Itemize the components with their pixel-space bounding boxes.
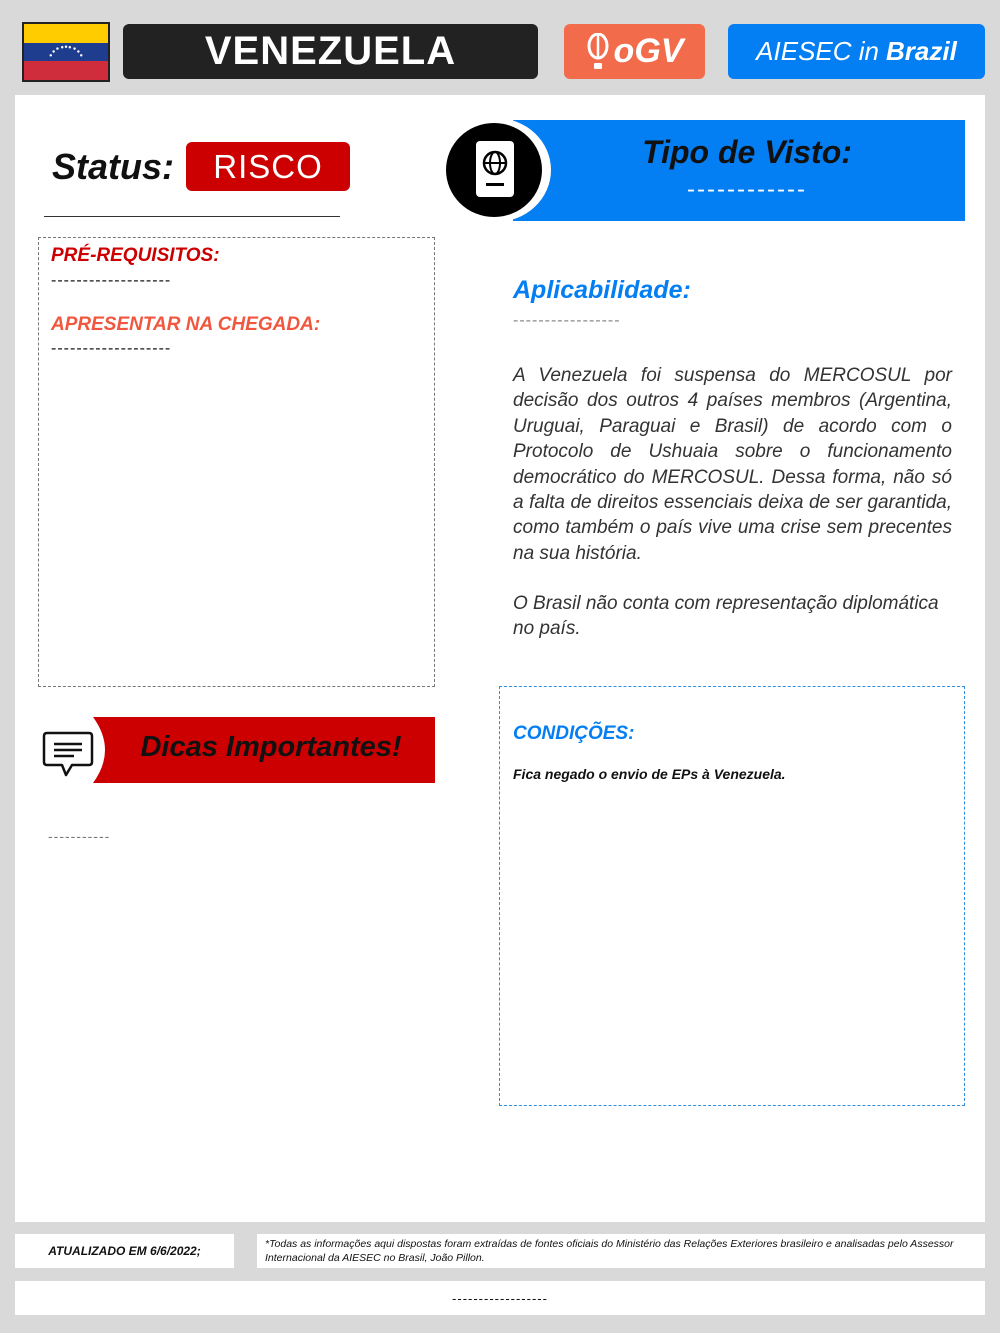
aiesec-prefix: AIESEC in bbox=[756, 36, 879, 66]
status-badge: RISCO bbox=[186, 142, 350, 191]
aiesec-brazil-badge bbox=[728, 24, 985, 79]
arrival-title: APRESENTAR NA CHEGADA: bbox=[51, 314, 321, 335]
conditions-box bbox=[499, 686, 965, 1106]
flag-stars-icon bbox=[24, 42, 108, 61]
ogv-badge bbox=[564, 24, 705, 79]
applicability-value: ----------------- bbox=[513, 312, 621, 329]
source-note: *Todas as informações aqui dispostas foram extraídas de fontes oficiais do Ministério das Relações Exteriores brasileiro e analisadas pelo Assessor Internacional da AIESEC no Brasil, João Pillon. bbox=[257, 1234, 985, 1268]
country-title: VENEZUELA bbox=[123, 24, 538, 79]
passport-icon bbox=[446, 123, 542, 217]
status-label: Status: bbox=[52, 146, 175, 187]
conditions-title: CONDIÇÕES: bbox=[513, 723, 635, 744]
arrival-value: ------------------- bbox=[51, 340, 172, 357]
visa-value: ------------ bbox=[687, 176, 807, 203]
prerequisites-title: PRÉ-REQUISITOS: bbox=[51, 245, 220, 266]
balloon-icon bbox=[586, 33, 610, 71]
ogv-label: oGV bbox=[613, 32, 684, 70]
conditions-text: Fica negado o envio de EPs à Venezuela. bbox=[513, 766, 786, 782]
applicability-title: Aplicabilidade: bbox=[513, 276, 691, 304]
prerequisites-box bbox=[38, 237, 435, 687]
chat-icon bbox=[42, 729, 94, 779]
applicability-paragraph-1: A Venezuela foi suspensa do MERCOSUL por decisão dos outros 4 países membros (Argentina, Uruguai, Paraguai e Brasil) de acordo com o Protocolo de Ushuaia sobre o funcionamento democrático do MERCOSUL. Dessa forma, não só a falta de direitos essenciais deixa de ser garantida, como também o país vive uma crise sem precentes na sua história. bbox=[513, 365, 952, 564]
visa-title: Tipo de Visto: bbox=[642, 134, 852, 170]
tips-title: Dicas Importantes! bbox=[140, 731, 402, 763]
status-divider bbox=[44, 216, 340, 217]
applicability-paragraph-2: O Brasil não conta com representação diplomática no país. bbox=[513, 593, 939, 640]
updated-date: ATUALIZADO EM 6/6/2022; bbox=[15, 1234, 234, 1268]
tips-value: ----------- bbox=[48, 828, 111, 844]
aiesec-country: Brazil bbox=[886, 36, 957, 66]
prerequisites-value: ------------------- bbox=[51, 272, 172, 289]
footer-bar: ------------------ bbox=[15, 1281, 985, 1315]
venezuela-flag-icon bbox=[22, 22, 110, 82]
